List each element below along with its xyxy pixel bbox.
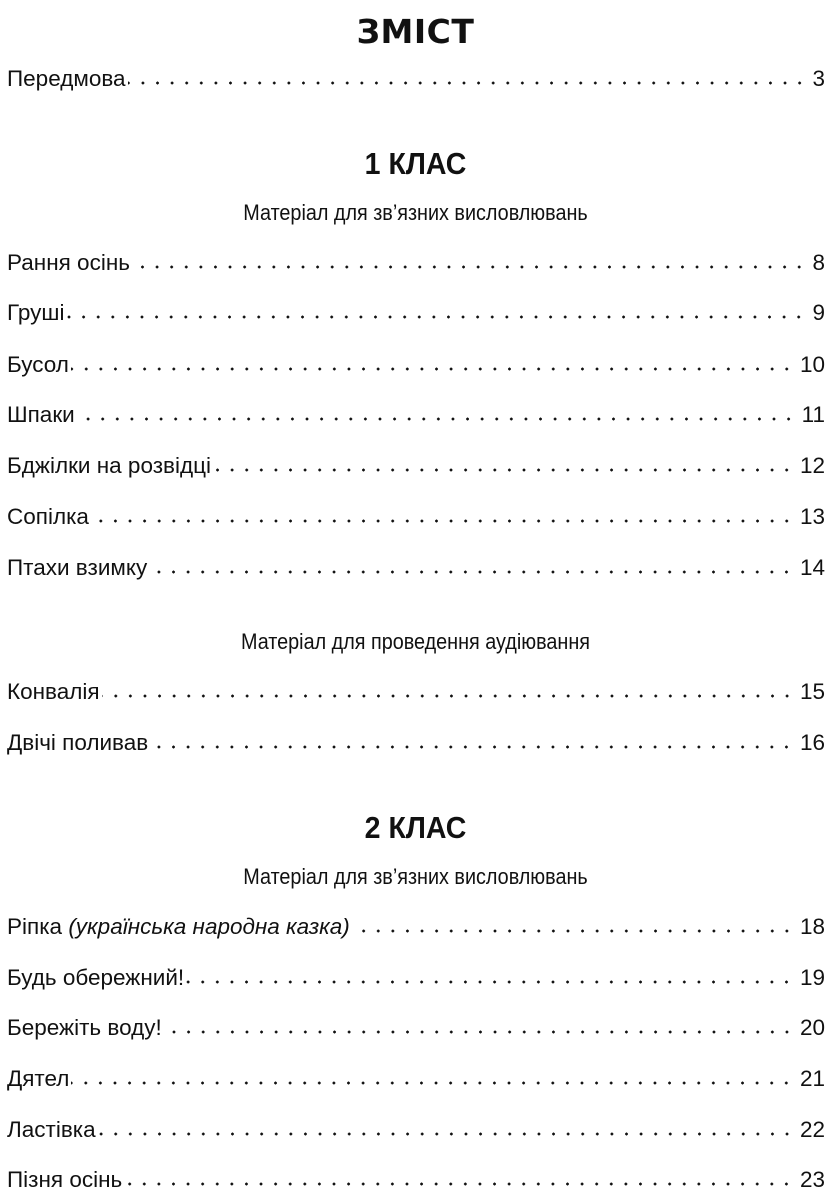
- toc-entry[interactable]: [7, 504, 825, 534]
- toc-entry[interactable]: [7, 402, 825, 432]
- dot-leader: [124, 1182, 794, 1186]
- dot-leader: [102, 694, 794, 698]
- entry-page-number: 22: [799, 1117, 825, 1142]
- section-heading-class-2: 2 КЛАС: [364, 810, 467, 845]
- toc-entry[interactable]: [7, 453, 825, 483]
- dot-leader: [213, 468, 794, 472]
- entry-page-number: 19: [799, 965, 825, 990]
- dot-leader: [66, 315, 806, 319]
- toc-entry[interactable]: [7, 250, 825, 280]
- entry-page-number: 3: [812, 66, 825, 91]
- entry-title: [7, 914, 350, 940]
- subheading-listening: Матеріал для проведення аудіювання: [241, 629, 590, 654]
- toc-entry[interactable]: [7, 1015, 825, 1045]
- entry-title: Дятел: [7, 1066, 70, 1091]
- dot-leader: [132, 265, 807, 269]
- entry-title: Передмова: [7, 66, 126, 91]
- entry-title: Будь обережний!: [7, 965, 185, 990]
- entry-page-number: 18: [799, 914, 825, 939]
- toc-entry[interactable]: [7, 555, 825, 585]
- entry-page-number: 21: [799, 1066, 825, 1091]
- entry-page-number: 11: [801, 402, 825, 427]
- entry-page-number: 14: [799, 555, 825, 580]
- entry-title: Птахи взимку: [7, 555, 148, 580]
- page-title: ЗМІСТ: [356, 12, 475, 51]
- toc-entry[interactable]: [7, 300, 825, 330]
- entry-page-number: 8: [812, 250, 825, 275]
- entry-title: Груші: [7, 300, 65, 325]
- entry-page-number: 13: [799, 504, 825, 529]
- entry-title: Конвалія: [7, 679, 100, 704]
- dot-leader: [352, 929, 794, 933]
- section-heading-class-1: 1 КЛАС: [364, 146, 467, 181]
- dot-leader: [149, 570, 794, 574]
- dot-leader: [150, 745, 794, 749]
- entry-title: Ластівка: [7, 1117, 96, 1142]
- entry-title: Бджілки на розвідці: [7, 453, 211, 478]
- entry-title: Пізня осінь: [7, 1167, 123, 1192]
- entry-page-number: 10: [799, 352, 825, 377]
- toc-entry[interactable]: [7, 1066, 825, 1096]
- dot-leader: [128, 81, 807, 85]
- toc-entry-preface[interactable]: [7, 66, 825, 96]
- dot-leader: [77, 417, 796, 421]
- toc-entry[interactable]: [7, 730, 825, 760]
- entry-title: Двічі поливав: [7, 730, 149, 755]
- entry-page-number: 16: [799, 730, 825, 755]
- dot-leader: [91, 519, 794, 523]
- entry-title: Рання осінь: [7, 250, 130, 275]
- dot-leader: [71, 367, 794, 371]
- entry-title: Шпаки: [7, 402, 75, 427]
- dot-leader: [98, 1132, 794, 1136]
- entry-title: Бережіть воду!: [7, 1015, 162, 1040]
- entry-page-number: 9: [812, 300, 825, 325]
- entry-title-note: (українська народна казка): [68, 914, 350, 939]
- dot-leader: [164, 1030, 794, 1034]
- toc-entry[interactable]: [7, 965, 825, 995]
- entry-title: Сопілка: [7, 504, 89, 529]
- entry-page-number: 15: [799, 679, 825, 704]
- toc-entry[interactable]: [7, 914, 825, 944]
- entry-title-text: Ріпка: [7, 914, 63, 939]
- toc-entry[interactable]: [7, 1167, 825, 1197]
- entry-title: Бусол: [7, 352, 69, 377]
- toc-entry[interactable]: [7, 679, 825, 709]
- subheading-connected-speech: Матеріал для зв’язних висловлювань: [243, 200, 588, 225]
- entry-page-number: 20: [799, 1015, 825, 1040]
- subheading-connected-speech: Матеріал для зв’язних висловлювань: [243, 864, 588, 889]
- toc-entry[interactable]: [7, 1117, 825, 1147]
- dot-leader: [186, 980, 794, 984]
- entry-page-number: 12: [799, 453, 825, 478]
- entry-page-number: 23: [799, 1167, 825, 1192]
- toc-entry[interactable]: [7, 352, 825, 382]
- dot-leader: [71, 1081, 794, 1085]
